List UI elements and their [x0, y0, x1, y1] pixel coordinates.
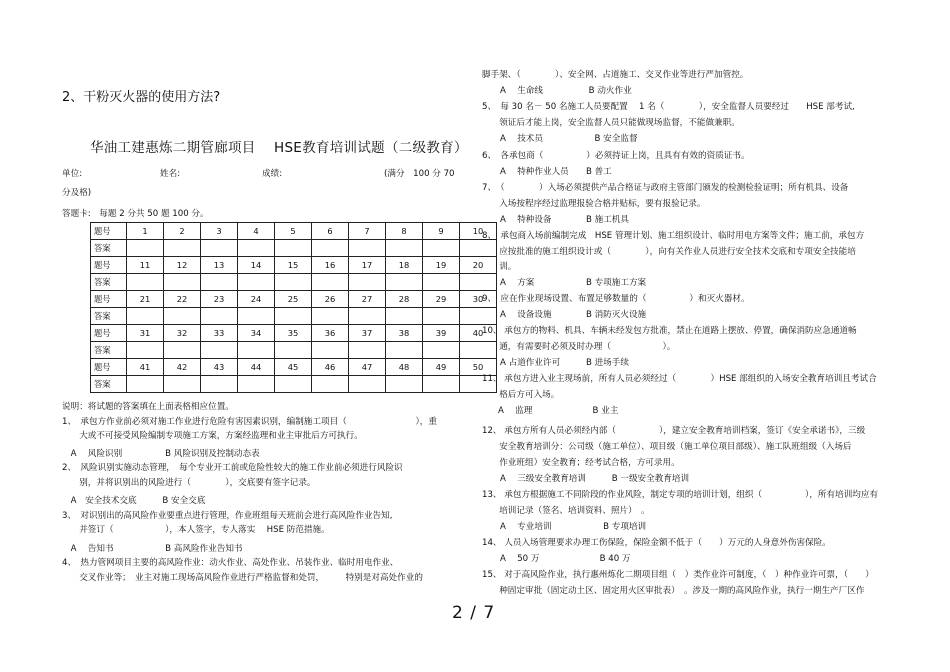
question-number-cell: 32 [164, 325, 201, 342]
question-line: 9、 应在作业现场设置、布置足够数量的（ ）和灭火器材。 [482, 294, 750, 304]
answer-cell[interactable] [164, 240, 201, 257]
answer-cell[interactable] [275, 240, 312, 257]
table-instruction: 说明：将试题的答案填在上面表格相应位置。 [62, 402, 234, 412]
info-full-score: (满分 100 分 70 [384, 169, 455, 179]
question-line: A 技术员 B 安全监督 [500, 134, 638, 144]
answer-cell[interactable] [201, 376, 238, 393]
answer-cell[interactable] [201, 342, 238, 359]
question-number-row [91, 325, 497, 342]
question-line: A 专业培训 B 专项培训 [500, 522, 647, 532]
question-line: 10、 承包方的物料、机具、车辆未经发包方批准，禁止在道路上摆放、停置，确保消防应急通道畅 [482, 326, 857, 336]
question-number-cell: 28 [386, 291, 423, 308]
exam-title: 华油工建惠炼二期管廊项目 HSE教育培训试题（二级教育） [90, 140, 468, 156]
label-answer: 答案 [91, 240, 127, 257]
answer-cell[interactable] [238, 274, 275, 291]
question-number-cell: 14 [238, 257, 275, 274]
question-number-cell: 36 [312, 325, 349, 342]
answer-cell[interactable] [349, 342, 386, 359]
question-line: 别，并将识别出的风险进行（ ），交底要有签字记录。 [62, 478, 316, 488]
question-number-cell: 4 [238, 223, 275, 240]
label-question-no: 题号 [91, 223, 127, 240]
question-line: 2、 风险识别实施动态管理， 每个专业开工前或危险性较大的施工作业前必须进行风险识 [62, 463, 403, 473]
question-number-cell: 3 [201, 223, 238, 240]
question-number-cell: 50 [460, 359, 497, 376]
question-number-cell: 49 [423, 359, 460, 376]
question-line: 种固定审批（固定动土区、固定用火区审批表） 。涉及一期的高风险作业，执行一期生产厂区作 [482, 586, 865, 596]
question-number-row [91, 291, 497, 308]
answer-cell[interactable] [275, 274, 312, 291]
question-line: 安全教育培训分：公司级（施工单位）、项目级（施工单位项目部级）、施工队班组级（入场后 [482, 442, 852, 452]
label-question-no: 题号 [91, 291, 127, 308]
question-number-cell: 22 [164, 291, 201, 308]
question-number-cell: 23 [201, 291, 238, 308]
question-number-cell: 38 [386, 325, 423, 342]
question-number-cell: 41 [127, 359, 164, 376]
question-line: 1、 承包方作业前必须对施工作业进行危险有害因素识别，编制施工项目（ ），重 [62, 417, 437, 427]
answer-cell[interactable] [164, 342, 201, 359]
question-number-cell: 45 [275, 359, 312, 376]
question-line: A 生命线 B 动火作业 [500, 86, 632, 96]
answer-cell[interactable] [312, 274, 349, 291]
answer-cell[interactable] [386, 376, 423, 393]
answer-cell[interactable] [127, 274, 164, 291]
answer-row [91, 308, 497, 325]
question-line: 11、 承包方进入业主现场前，所有人员必须经过（ ）HSE 部组织的入场安全教育培训且考试合 [482, 374, 877, 384]
answer-cell[interactable] [349, 240, 386, 257]
answer-cell[interactable] [423, 342, 460, 359]
answer-cell[interactable] [238, 240, 275, 257]
question-number-cell: 29 [423, 291, 460, 308]
question-number-cell: 11 [127, 257, 164, 274]
label-answer: 答案 [91, 342, 127, 359]
question-line: A 特种设备 B 施工机具 [500, 215, 629, 225]
label-answer: 答案 [91, 274, 127, 291]
answer-cell[interactable] [460, 274, 497, 291]
question-number-row [91, 257, 497, 274]
question-line: 14、 人员入场管理要求办理工伤保险，保险金额不低于（ ）万元的人身意外伤害保险。 [482, 538, 831, 548]
question-line: 4、 热力管网项目主要的高风险作业：动火作业、高处作业、吊装作业、临时用电作业、 [62, 558, 399, 568]
question-number-cell: 30 [460, 291, 497, 308]
question-number-cell: 10 [460, 223, 497, 240]
question-number-cell: 2 [164, 223, 201, 240]
answer-row [91, 376, 497, 393]
question-line: 应按批准的施工组织设计或（ ），向有关作业人员进行安全技术交底和专项安全技能培 [482, 247, 856, 257]
question-line: A 告知书 B 高风险作业告知书 [62, 544, 243, 554]
answer-cell[interactable] [275, 342, 312, 359]
question-line: 领证后才能上岗，安全监督人员只能做现场监督，不能做兼职。 [482, 118, 740, 128]
question-line: 大或不可接受风险编制专项施工方案，方案经监理和业主审批后方可执行。 [62, 431, 363, 441]
info-score: 成绩: [262, 169, 283, 179]
question-line: 并签订（ ），本人签字，专人落实 HSE 防范措施。 [62, 525, 330, 535]
answer-cell[interactable] [127, 342, 164, 359]
question-line: 12、 承包方所有人员必须经内部（ ），建立安全教育培训档案，签订《安全承诺书》，三级 [482, 426, 866, 436]
question-number-cell: 42 [164, 359, 201, 376]
question-line: A 监理 B 业主 [498, 406, 619, 416]
answer-cell[interactable] [423, 240, 460, 257]
question-number-cell: 1 [127, 223, 164, 240]
question-number-cell: 6 [312, 223, 349, 240]
answer-cell[interactable] [275, 376, 312, 393]
question-number-cell: 39 [423, 325, 460, 342]
question-line: A 50 万 B 40 万 [500, 554, 631, 564]
question-line: 6、 各承包商（ ）必须持证上岗，且具有有效的资质证书。 [482, 151, 750, 161]
info-unit: 单位: [62, 169, 83, 179]
question-line: A 占道作业许可 B 进场手续 [500, 358, 629, 368]
answer-row [91, 274, 497, 291]
question-number-cell: 35 [275, 325, 312, 342]
answer-cell[interactable] [164, 274, 201, 291]
question-line: 15、 对于高风险作业，执行惠州炼化二期项目组（ ）类作业许可制度，（ ）种作业许可票，（ ） [482, 570, 874, 580]
question-number-cell: 44 [238, 359, 275, 376]
answer-cell[interactable] [386, 342, 423, 359]
question-number-cell: 43 [201, 359, 238, 376]
question-number-cell: 31 [127, 325, 164, 342]
question-number-cell: 7 [349, 223, 386, 240]
question-number-cell: 27 [349, 291, 386, 308]
question-number-cell: 5 [275, 223, 312, 240]
answer-cell[interactable] [423, 308, 460, 325]
question-number-cell: 20 [460, 257, 497, 274]
prev-question: 2、干粉灭火器的使用方法? [62, 90, 221, 105]
question-number-cell: 40 [460, 325, 497, 342]
answer-cell[interactable] [127, 240, 164, 257]
answer-cell[interactable] [127, 376, 164, 393]
question-line: 7、 （ ）入场必须提供产品合格证与政府主管部门颁发的检测检验证明；所有机具、设备 [482, 183, 849, 193]
question-number-cell: 48 [386, 359, 423, 376]
question-line: 入场按程序经过监理报验合格并贴标，要有报验记录。 [482, 199, 706, 209]
answer-cell[interactable] [312, 342, 349, 359]
label-answer: 答案 [91, 308, 127, 325]
answer-cell[interactable] [349, 308, 386, 325]
answer-cell[interactable] [201, 308, 238, 325]
question-line: 格后方可入场。 [482, 390, 560, 400]
info-pass: 分及格) [62, 188, 92, 198]
question-line: 13、 承包方根据施工不同阶段的作业风险，制定专项的培训计划，组织（ ），所有培训均应有 [482, 490, 879, 500]
answer-cell[interactable] [201, 274, 238, 291]
answer-cell[interactable] [312, 240, 349, 257]
answer-row [91, 342, 497, 359]
answer-cell[interactable] [349, 376, 386, 393]
answer-cell[interactable] [312, 376, 349, 393]
question-number-cell: 25 [275, 291, 312, 308]
question-line: A 安全技术交底 B 安全交底 [62, 496, 206, 506]
question-number-cell: 12 [164, 257, 201, 274]
question-number-cell: 47 [349, 359, 386, 376]
answer-cell[interactable] [127, 308, 164, 325]
answer-cell[interactable] [312, 308, 349, 325]
question-line: 5、 每 30 名－ 50 名施工人员要配置 1 名（ ），安全监督人员要经过 HSE 部考试, [482, 102, 855, 112]
answer-cell[interactable] [238, 376, 275, 393]
question-number-cell: 9 [423, 223, 460, 240]
question-line: A 风险识别 B 风险识别及控制动态表 [62, 449, 260, 459]
question-line: 训。 [482, 262, 517, 272]
question-line: A 设备设施 B 消防灭火设施 [500, 310, 647, 320]
answer-cell[interactable] [423, 274, 460, 291]
answer-cell[interactable] [386, 240, 423, 257]
answer-table [90, 222, 497, 393]
label-answer: 答案 [91, 376, 127, 393]
answer-cell[interactable] [201, 240, 238, 257]
question-number-row [91, 359, 497, 376]
question-number-cell: 13 [201, 257, 238, 274]
label-question-no: 题号 [91, 257, 127, 274]
answer-row [91, 240, 497, 257]
answer-cell[interactable] [423, 376, 460, 393]
question-number-cell: 15 [275, 257, 312, 274]
info-name: 姓名: [160, 169, 181, 179]
question-line: 脚手架、（ ）、安全网、占道施工、交叉作业等进行严加管控。 [482, 70, 749, 80]
question-number-cell: 17 [349, 257, 386, 274]
question-number-row [91, 223, 497, 240]
question-number-cell: 37 [349, 325, 386, 342]
question-line: 通，有需要时必须及时办理（ ）。 [482, 342, 676, 352]
answer-cell[interactable] [460, 308, 497, 325]
question-line: A 特种作业人员 B 普工 [500, 167, 612, 177]
answer-cell[interactable] [275, 308, 312, 325]
question-line: A 三级安全教育培训 B 一级安全教育培训 [500, 474, 690, 484]
question-line: 8、 承包商入场前编制完成 HSE 管理计划、施工组织设计、临时用电方案等文件；施工前，承包方 [482, 231, 865, 241]
question-number-cell: 21 [127, 291, 164, 308]
answer-cell[interactable] [349, 274, 386, 291]
question-number-cell: 8 [386, 223, 423, 240]
label-question-no: 题号 [91, 325, 127, 342]
question-number-cell: 46 [312, 359, 349, 376]
label-question-no: 题号 [91, 359, 127, 376]
question-line: A 方案 B 专项施工方案 [500, 278, 647, 288]
question-number-cell: 19 [423, 257, 460, 274]
answer-cell[interactable] [238, 308, 275, 325]
question-line: 培训记录（签名、培训资料、照片） 。 [482, 506, 650, 516]
question-line: 3、 对识别出的高风险作业要重点进行管理，作业班组每天班前会进行高风险作业告知, [62, 511, 393, 521]
question-number-cell: 18 [386, 257, 423, 274]
answer-cell[interactable] [386, 308, 423, 325]
question-number-cell: 16 [312, 257, 349, 274]
answer-cell[interactable] [164, 308, 201, 325]
page-number: 2 / 7 [452, 603, 496, 623]
question-line: 交叉作业等； 业主对施工现场高风险作业进行严格监督和处罚， 特别是对高处作业的 [62, 573, 423, 583]
answer-cell[interactable] [386, 274, 423, 291]
answer-cell[interactable] [238, 342, 275, 359]
question-number-cell: 33 [201, 325, 238, 342]
question-number-cell: 26 [312, 291, 349, 308]
answer-cell[interactable] [164, 376, 201, 393]
question-number-cell: 34 [238, 325, 275, 342]
question-line: 作业班组）安全教育；经考试合格，方可录用。 [482, 458, 680, 468]
question-number-cell: 24 [238, 291, 275, 308]
answer-card-note: 答题卡: 每题 2 分共 50 题 100 分。 [62, 209, 209, 219]
